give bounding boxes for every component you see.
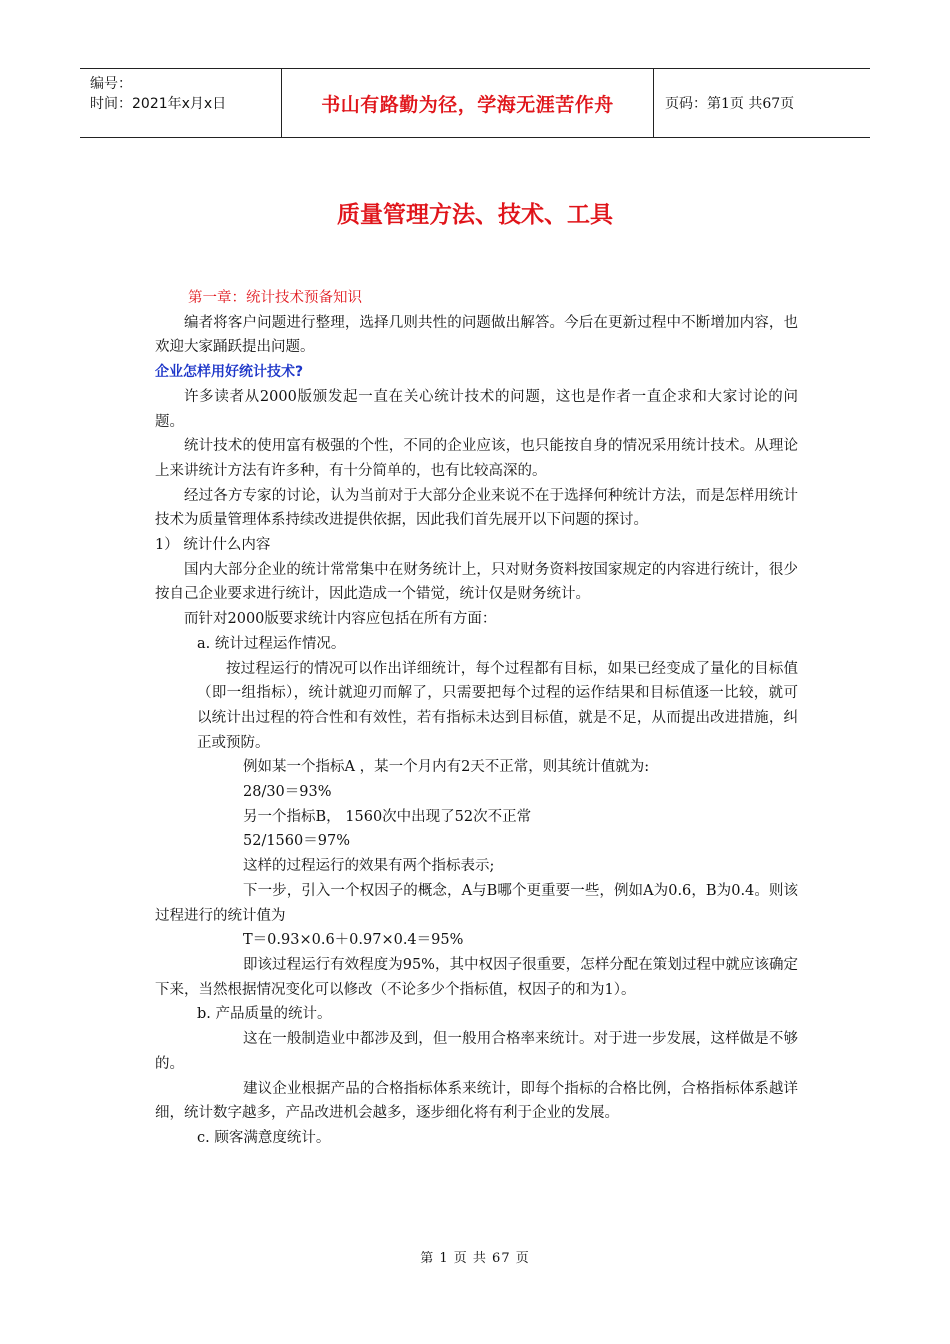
page-footer: 第 1 页 共 67 页 (420, 1251, 530, 1266)
doc-date-label: 时间：2021年x月x日 (90, 96, 227, 112)
paragraph: 统计技术的使用富有极强的个性，不同的企业应该，也只能按自身的情况采用统计技术。从理论上来讲统计方法有许多种，有十分简单的，也有比较高深的。 (155, 438, 798, 479)
list-item-heading: 1） 统计什么内容 (155, 537, 271, 554)
doc-number-label: 编号： (90, 76, 132, 92)
formula: T＝0.93×0.6＋0.97×0.4＝95% (243, 932, 464, 949)
formula: 52/1560＝97% (243, 833, 350, 850)
section-heading: 企业怎样用好统计技术? (155, 364, 304, 381)
paragraph: 即该过程运行有效程度为95%，其中权因子很重要，怎样分配在策划过程中就应该确定下来，当然根据情况变化可以修改（不论多少个指标值，权因子的和为1）。 (155, 956, 798, 998)
paragraph: 另一个指标B， 1560次中出现了52次不正常 (243, 808, 532, 825)
header-page-cell (654, 69, 870, 137)
paragraph: 国内大部分企业的统计常常集中在财务统计上，只对财务资料按国家规定的内容进行统计，很少按自己企业要求进行统计，因此造成一个错觉，统计仅是财务统计。 (155, 561, 798, 603)
document-title: 质量管理方法、技术、工具 (337, 202, 613, 228)
paragraph: 按过程运行的情况可以作出详细统计，每个过程都有目标，如果已经变成了量化的目标值（即一组指标），统计就迎刃而解了，只需要把每个过程的运作结果和目标值逐一比较，就可以统计出过程的符合性和有效性，若有指标未达到目标值，就是不足，从而提出改进措施，纠正或预防。 (197, 660, 798, 751)
header-page-info: 页码：第1页 共67页 (665, 96, 795, 112)
formula: 28/30＝93% (243, 784, 332, 801)
sub-item-c: c. 顾客满意度统计。 (197, 1129, 331, 1146)
paragraph: 这样的过程运行的效果有两个指标表示; (243, 858, 495, 875)
chapter-heading: 第一章：统计技术预备知识 (188, 290, 362, 306)
paragraph: 许多读者从2000版颁发起一直在关心统计技术的问题，这也是作者一直企求和大家讨论的问题。 (155, 388, 798, 430)
paragraph: 而针对2000版要求统计内容应包括在所有方面： (184, 611, 497, 628)
paragraph: 建议企业根据产品的合格指标体系来统计，即每个指标的合格比例，合格指标体系越详细，统计数字越多，产品改进机会越多，逐步细化将有利于企业的发展。 (155, 1080, 798, 1122)
sub-item-a: a. 统计过程运作情况。 (197, 635, 346, 652)
header-slogan-cell (282, 69, 654, 137)
header-meta-cell (80, 69, 282, 137)
paragraph: 经过各方专家的讨论，认为当前对于大部分企业来说不在于选择何种统计方法，而是怎样用统计技术为质量管理体系持续改进提供依据，因此我们首先展开以下问题的探讨。 (155, 487, 798, 529)
paragraph: 这在一般制造业中都涉及到，但一般用合格率来统计。对于进一步发展，这样做是不够的。 (155, 1031, 798, 1072)
sub-item-b: b. 产品质量的统计。 (197, 1006, 332, 1023)
paragraph: 下一步，引入一个权因子的概念，A与B哪个更重要一些，例如A为0.6，B为0.4。则该过程进行的统计值为 (155, 882, 798, 924)
header-table (80, 68, 870, 138)
header-slogan: 书山有路勤为径，学海无涯苦作舟 (321, 93, 614, 116)
paragraph: 编者将客户问题进行整理，选择几则共性的问题做出解答。今后在更新过程中不断增加内容，也欢迎大家踊跃提出问题。 (155, 314, 798, 356)
document-body (155, 286, 798, 1151)
paragraph: 例如某一个指标A ，某一个月内有2天不正常，则其统计值就为: (243, 759, 650, 776)
